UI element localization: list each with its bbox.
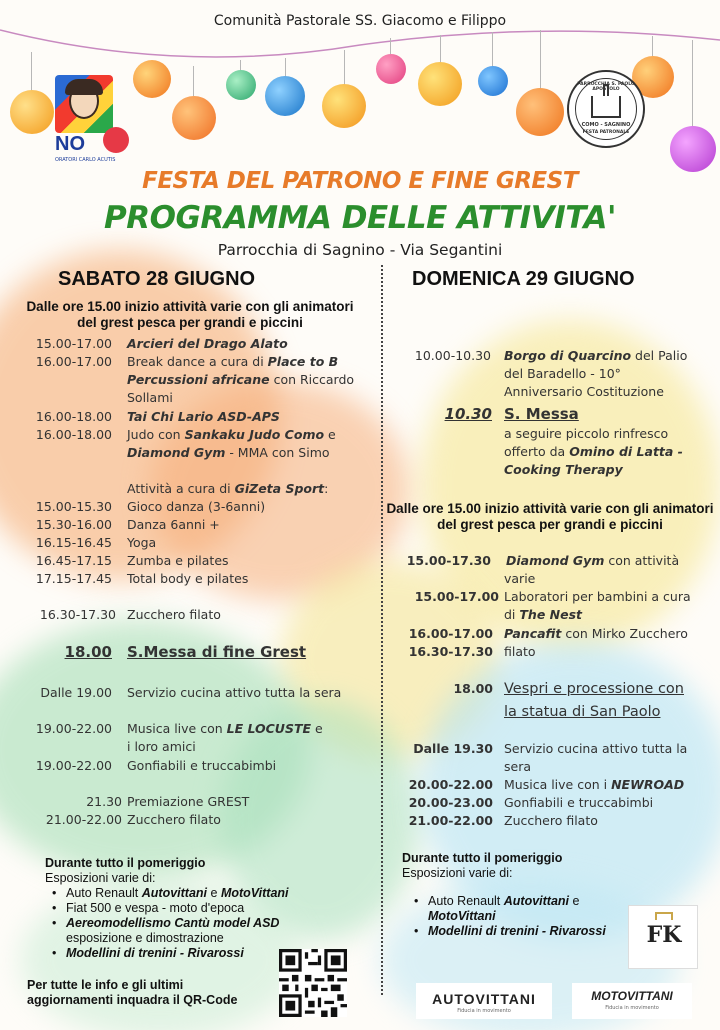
fk-sponsor-logo: FK xyxy=(628,905,698,969)
red-dot-icon xyxy=(103,127,129,153)
column-divider xyxy=(381,265,383,995)
location-subtitle: Parrocchia di Sagnino - Via Segantini xyxy=(217,241,503,259)
list-item: • Aereomodellismo Cantù model ASD xyxy=(48,916,348,931)
qr-info-text: Per tutte le info e gli ultimi aggiornamenti inquadra il QR-Code xyxy=(27,978,238,1007)
sunday-heading: DOMENICA 29 GIUGNO xyxy=(412,268,635,290)
saturday-intro: Dalle ore 15.00 inizio attività varie con gli animatori del grest pesca per grandi e piccini xyxy=(26,299,354,330)
sunday-expo-list xyxy=(410,894,625,939)
seal-middle-text: COMO - SAGNINO xyxy=(581,122,631,128)
church-icon xyxy=(591,96,621,118)
list-item: • Fiat 500 e vespa - moto d'epoca xyxy=(48,901,348,916)
poster: Comunità Pastorale SS. Giacomo e Filippo NO ORATORI CARLO ACUTIS PARROCCHIA S. PAOLO APOSTOLO COMO - SAGNINO FESTA PATRONALE FESTA DEL PATRONO E FINE GREST PROGRAMMA DELLE ATTIVITA' Parrocchia di Sagnino - Via Segantini SABATO 28 GIUGNO Dalle ore 15.00 inizio attività varie con gli animatori del grest pesca per grandi e piccini 15.00-17.00 Arcieri del Drago Alato 16.00-17.00 Break dance a cura di Place to B Percussioni africane con Riccardo Sollami 16.00-18.00 Tai Chi Lario ASD-APS 16.00-18.00 Judo con Sankaku Judo Como e Diamond Gym - MMA con Simo Attività a cura di GiZeta Sport: 15.00-15.30 Gioco danza (3-6anni) 15.30-16.00 Danza 6anni + 16.15-16.45 Yoga 16.45-17.15 Zumba e pilates 17.15-17.45 Total body e pilates 16.30-17.30 Zucchero filato 18.00 S.Messa di fine Grest Dalle 19.00 Servizio cucina attivo tutta la sera 19.00-22.00 Musica live con LE LOCUSTE e i loro amici 19.00-22.00 Gonfiabili e truccabimbi 21.30 Premiazione GREST 21.00-22.00 Zucchero filato Durante tutto il pomeriggio Esposizioni varie di: • Auto Renault Autovittani e MotoVittani • Fiat 500 e vespa - moto d'epoca • Aereomodellismo Cantù model ASD esposizione e dimostrazione • Modellini di trenini - Rivarossi Per tutte le info e gli ultimi aggiornamenti inquadra il QR-Code DOMENICA 29 GIUGNO 10.00-10.30 Borgo di Quarcino del Palio del Baradello - 10° Anniversario Costituzione 10.30 S. Messa a seguire piccolo rinfresco offerto da Omino di Latta - Cooking Therapy Dalle ore 15.00 inizio attività varie con gli animatori del grest pesca per grandi e piccini 15.00-17.30 Diamond Gym con attività varie 15.00-17.00 Laboratori per bambini a cura di The Nest 16.00-17.00 Pancafit con Mirko Zucchero 16.30-17.30 filato 18.00 Vespri e processione con la statua di San Paolo Dalle 19.30 Servizio cucina attivo tutta la sera 20.00-22.00 Musica live con i NEWROAD 20.00-23.00 Gonfiabili e truccabimbi 21.00-22.00 Zucchero filato Durante tutto il pomeriggio Esposizioni varie di: • Auto Renault Autovittani e MotoVittani • Modellini di trenini - Rivarossi FK AUTOVITTANI Fiducia in movimento MOTOVITTANI Fiducia in movimento xyxy=(0,0,720,1030)
logo-caption: ORATORI CARLO ACUTIS xyxy=(55,157,116,163)
ornament-ball xyxy=(478,66,508,96)
saturday-expo-label: Esposizioni varie di: xyxy=(45,871,156,885)
parish-seal xyxy=(567,70,645,148)
seal-top-text: PARROCCHIA S. PAOLO APOSTOLO xyxy=(577,82,635,92)
organization-name: Comunità Pastorale SS. Giacomo e Filippo xyxy=(213,13,507,29)
sunday-expo-label: Esposizioni varie di: xyxy=(402,866,513,880)
ornament-ball xyxy=(172,96,216,140)
ornament-ball xyxy=(376,54,406,84)
garland-string xyxy=(0,0,720,80)
ornament-ball xyxy=(226,70,256,100)
motovittani-logo: MOTOVITTANI Fiducia in movimento xyxy=(572,983,692,1019)
oratori-logo xyxy=(55,75,127,170)
list-item: • Modellini di trenini - Rivarossi xyxy=(48,946,348,961)
sunday-afternoon-heading: Durante tutto il pomeriggio xyxy=(402,851,563,865)
crown-icon xyxy=(655,912,673,920)
ornament-ball xyxy=(516,88,564,136)
list-item: • Auto Renault Autovittani e MotoVittani xyxy=(410,894,625,924)
ornament-ball xyxy=(670,126,716,172)
list-item: • Auto Renault Autovittani e MotoVittani xyxy=(48,886,348,901)
portrait-icon xyxy=(55,75,113,133)
list-item: • Modellini di trenini - Rivarossi xyxy=(410,924,625,939)
saturday-mass: 18.00 S.Messa di fine Grest xyxy=(64,643,307,661)
list-item: esposizione e dimostrazione xyxy=(66,931,224,945)
saturday-afternoon-heading: Durante tutto il pomeriggio xyxy=(45,856,206,870)
sunday-intro: Dalle ore 15.00 inizio attività varie con gli animatori del grest pesca per grandi e piccini xyxy=(386,501,714,532)
seal-bottom-text: FESTA PATRONALE xyxy=(582,130,630,135)
ornament-ball xyxy=(265,76,305,116)
ornament-ball xyxy=(133,60,171,98)
ornament-ball xyxy=(418,62,462,106)
event-title: FESTA DEL PATRONO E FINE GREST xyxy=(142,168,578,194)
sunday-mass: 10.30 S. Messa xyxy=(444,405,579,423)
saturday-heading: SABATO 28 GIUGNO xyxy=(58,268,256,290)
program-title: PROGRAMMA DELLE ATTIVITA' xyxy=(104,200,616,236)
qr-code-icon[interactable] xyxy=(279,949,347,1017)
logo-letters: NO xyxy=(55,133,85,155)
ornament-ball xyxy=(10,90,54,134)
autovittani-logo: AUTOVITTANI Fiducia in movimento xyxy=(416,983,552,1019)
ornament-ball xyxy=(322,84,366,128)
